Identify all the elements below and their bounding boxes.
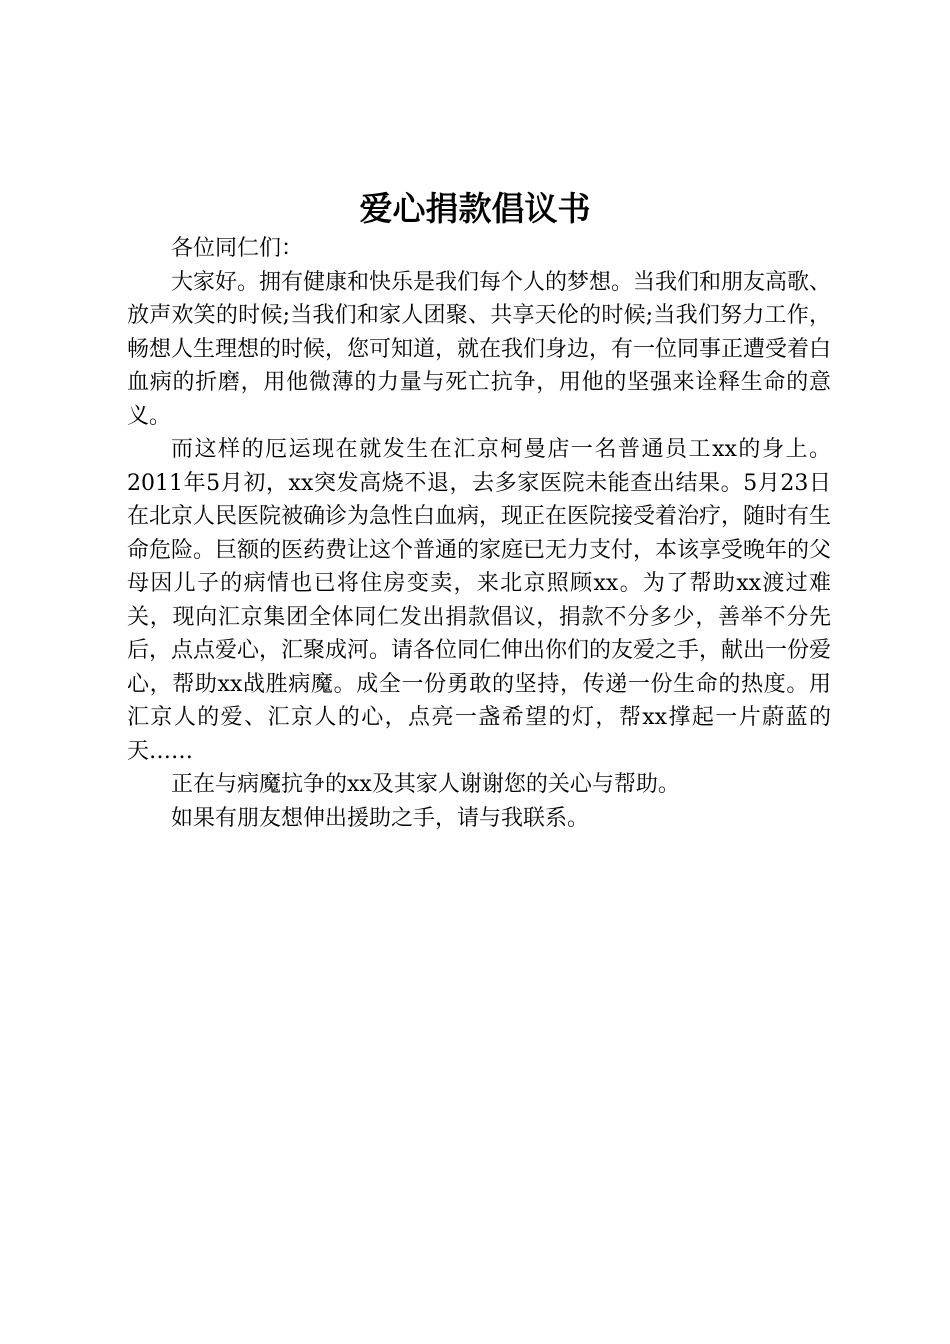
body-paragraph-intro: 大家好。拥有健康和快乐是我们每个人的梦想。当我们和朋友高歌、放声欢笑的时候;当我们和家人团聚、共享天伦的时候;当我们努力工作，畅想人生理想的时候，您可知道，就在我们身边，有一位同事正遭受着白血病的折磨，用他微薄的力量与死亡抗争，用他的坚强来诠释生命的意义。 xyxy=(127,269,832,429)
body-paragraph-contact: 如果有朋友想伸出援助之手，请与我联系。 xyxy=(171,805,590,831)
document-title: 爱心捐款倡议书 xyxy=(359,189,591,228)
body-paragraph-story: 而这样的厄运现在就发生在汇京柯曼店一名普通员工xx的身上。2011年5月初，xx突发高烧不退，去多家医院未能查出结果。5月23日在北京人民医院被确诊为急性白血病，现正在医院接受着治疗，随时有生命危险。巨额的医药费让这个普通的家庭已无力支付，本该享受晚年的父母因儿子的病情也已将住房变卖，来北京照顾xx。为了帮助xx渡过难关，现向汇京集团全体同仁发出捐款倡议，捐款不分多少，善举不分先后，点点爱心，汇聚成河。请各位同仁伸出你们的友爱之手，献出一份爱心，帮助xx战胜病魔。成全一份勇敢的坚持，传递一份生命的热度。用汇京人的爱、汇京人的心，点亮一盏希望的灯，帮xx撑起一片蔚蓝的天…… xyxy=(127,437,832,764)
body-paragraph-thanks: 正在与病魔抗争的xx及其家人谢谢您的关心与帮助。 xyxy=(171,772,680,797)
salutation: 各位同仁们： xyxy=(171,236,304,261)
document-body xyxy=(127,232,831,835)
